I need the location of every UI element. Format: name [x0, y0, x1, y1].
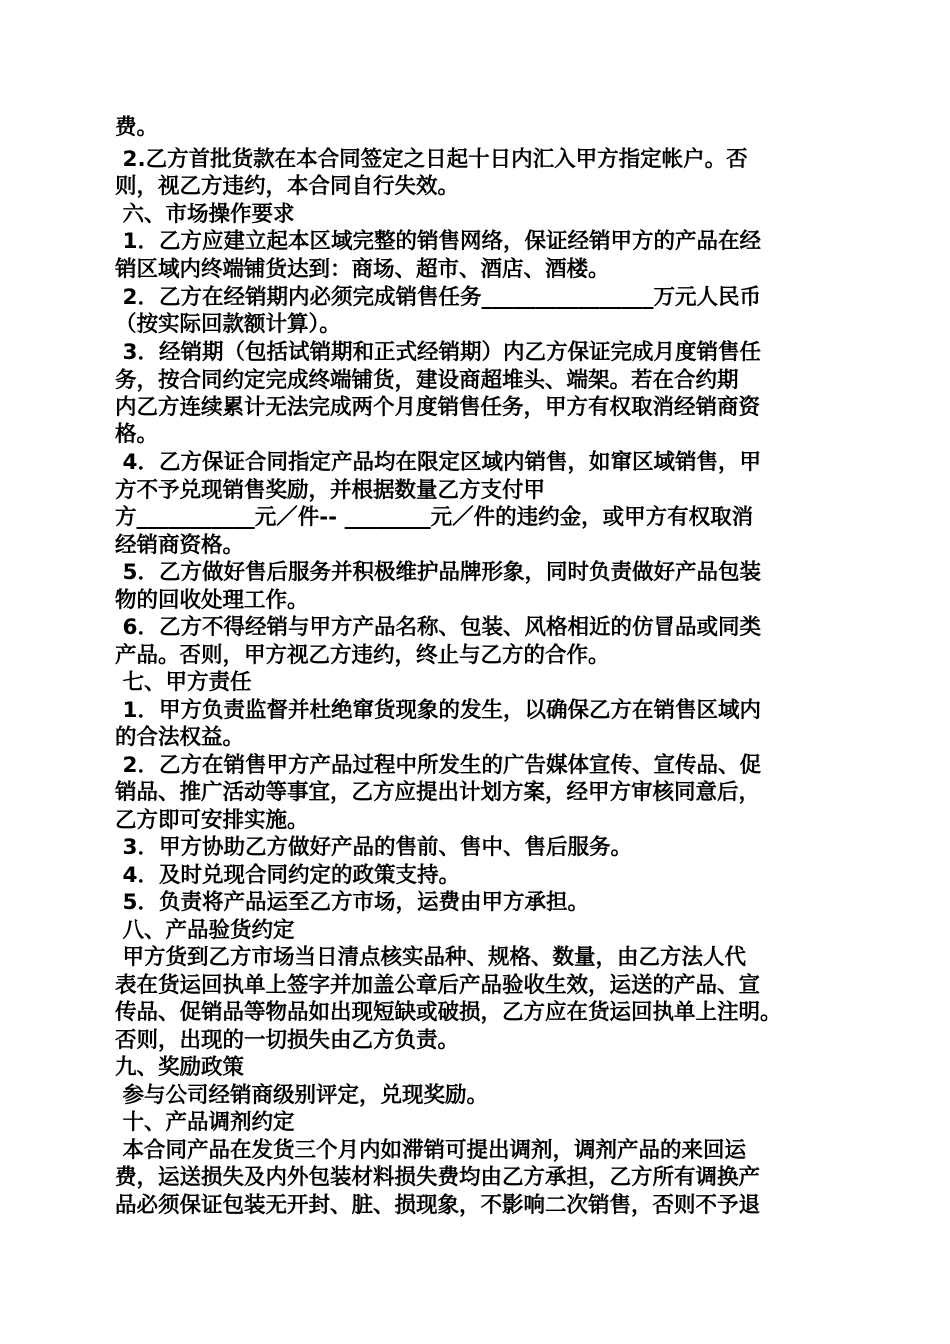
text-line: 2．乙方在销售甲方产品过程中所发生的广告媒体宣传、宣传品、促 [115, 753, 761, 778]
text-line: 品必须保证包装无开封、脏、损现象，不影响二次销售，否则不予退 [115, 1193, 761, 1218]
text-line: 4．及时兑现合同约定的政策支持。 [115, 863, 460, 888]
section-heading: 八、产品验货约定 [115, 918, 295, 943]
section-heading: 十、产品调剂约定 [115, 1110, 295, 1135]
text-line: 方___________元／件-- ________元／件的违约金，或甲方有权取消 [115, 505, 754, 530]
text-line: 2.乙方首批货款在本合同签定之日起十日内汇入甲方指定帐户。否 [115, 147, 748, 172]
text-line: 3．甲方协助乙方做好产品的售前、售中、售后服务。 [115, 835, 632, 860]
text-line: 1．甲方负责监督并杜绝窜货现象的发生，以确保乙方在销售区域内 [115, 698, 761, 723]
text-line: 费。 [115, 115, 159, 140]
text-line: 经销商资格。 [115, 533, 245, 558]
text-line: 务，按合同约定完成终端铺货，建设商超堆头、端架。若在合约期 [115, 368, 739, 393]
text-line: 否则，出现的一切损失由乙方负责。 [115, 1028, 460, 1053]
text-line: 甲方货到乙方市场当日清点核实品种、规格、数量，由乙方法人代 [115, 945, 746, 970]
text-line: 乙方即可安排实施。 [115, 808, 309, 833]
text-line: 6．乙方不得经销与甲方产品名称、包装、风格相近的仿冒品或同类 [115, 615, 761, 640]
text-line: 本合同产品在发货三个月内如滞销可提出调剂，调剂产品的来回运 [115, 1138, 746, 1163]
text-line: 1．乙方应建立起本区域完整的销售网络，保证经销甲方的产品在经 [115, 229, 761, 254]
text-line: 5．乙方做好售后服务并积极维护品牌形象，同时负责做好产品包装 [115, 560, 761, 585]
text-line: 2．乙方在经销期内必须完成销售任务________________万元人民币 [115, 285, 761, 310]
section-heading: 六、市场操作要求 [115, 202, 295, 227]
text-line: 参与公司经销商级别评定，兑现奖励。 [115, 1083, 488, 1108]
text-line: 的合法权益。 [115, 725, 245, 750]
section-heading: 七、甲方责任 [115, 670, 252, 695]
section-heading: 九、奖励政策 [115, 1055, 245, 1080]
text-line: 产品。否则，甲方视乙方违约，终止与乙方的合作。 [115, 643, 610, 668]
text-line: 物的回收处理工作。 [115, 588, 309, 613]
text-line: 3．经销期（包括试销期和正式经销期）内乙方保证完成月度销售任 [115, 340, 761, 365]
text-line: 则，视乙方违约，本合同自行失效。 [115, 174, 460, 199]
text-line: 内乙方连续累计无法完成两个月度销售任务，甲方有权取消经销商资 [115, 395, 761, 420]
text-line: 费，运送损失及内外包装材料损失费均由乙方承担，乙方所有调换产 [115, 1165, 761, 1190]
text-line: 方不予兑现销售奖励，并根据数量乙方支付甲 [115, 478, 546, 503]
text-line: 4．乙方保证合同指定产品均在限定区域内销售，如窜区域销售，甲 [115, 450, 761, 475]
text-line: 销品、推广活动等事宜，乙方应提出计划方案，经甲方审核同意后， [115, 780, 761, 805]
text-line: 传品、促销品等物品如出现短缺或破损，乙方应在货运回执单上注明。 [115, 1000, 782, 1025]
text-line: 格。 [115, 422, 159, 447]
text-line: （按实际回款额计算）。 [115, 312, 341, 337]
text-line: 销区域内终端铺货达到：商场、超市、酒店、酒楼。 [115, 257, 610, 282]
text-line: 表在货运回执单上签字并加盖公章后产品验收生效，运送的产品、宣 [115, 973, 761, 998]
text-line: 5．负责将产品运至乙方市场，运费由甲方承担。 [115, 890, 589, 915]
